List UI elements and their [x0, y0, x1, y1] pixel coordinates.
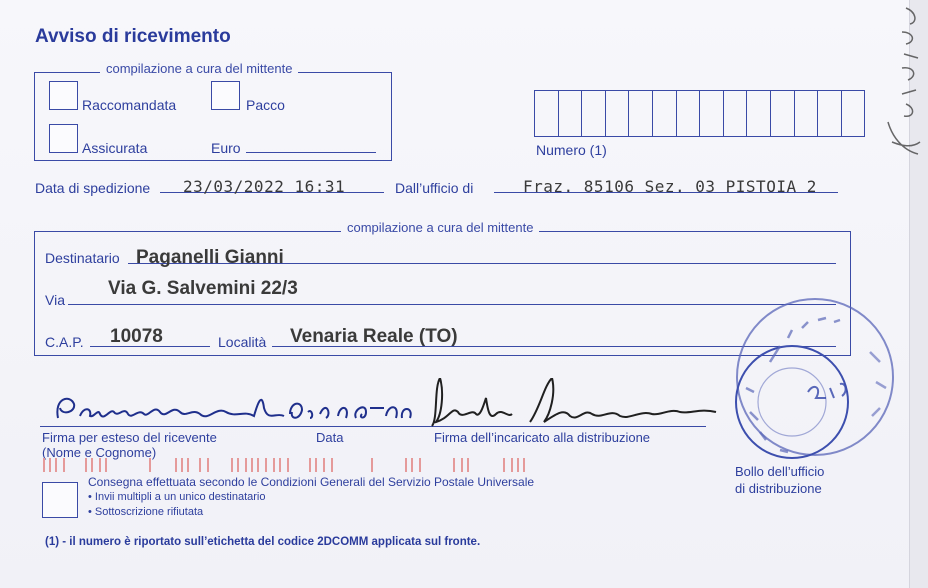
delivery-line-1: Consegna effettuata secondo le Condizioni Generali del Servizio Postale Universale: [88, 475, 535, 489]
pacco-label: Pacco: [246, 97, 285, 113]
delivery-bullet-2: • Sottoscrizione rifiutata: [88, 506, 204, 518]
recipient-section-legend: compilazione a cura del mittente: [341, 220, 539, 235]
data-label: Data: [316, 430, 344, 445]
shipping-date-label: Data di spedizione: [35, 180, 151, 196]
via-line: [68, 304, 836, 305]
localita-label: Località: [218, 334, 267, 350]
localita-value: Venaria Reale (TO): [290, 326, 458, 347]
red-print-marks: [42, 458, 532, 472]
delivery-checkbox[interactable]: [42, 482, 78, 518]
number-label: Numero (1): [536, 142, 607, 158]
via-value: Via G. Salvemini 22/3: [108, 278, 298, 299]
form-title: Avviso di ricevimento: [35, 26, 231, 47]
bollo-label-1: Bollo dell’ufficio: [735, 464, 825, 479]
raccomandata-checkbox[interactable]: [49, 81, 78, 110]
destinatario-value: Paganelli Gianni: [136, 247, 284, 268]
shipping-date-value: 23/03/2022 16:31: [183, 177, 346, 196]
handwritten-signatures: [40, 378, 720, 438]
edge-handwriting: [862, 2, 924, 162]
number-cells: [534, 90, 865, 137]
euro-amount-line[interactable]: [246, 152, 376, 153]
firma-label-1: Firma per esteso del ricevente: [42, 430, 217, 445]
delivery-bullet-1: • Invii multipli a un unico destinatario: [88, 491, 266, 503]
office-value: Fraz. 85106 Sez. 03 PISTOIA 2: [523, 177, 817, 196]
assicurata-checkbox[interactable]: [49, 124, 78, 153]
assicurata-label: Assicurata: [82, 140, 148, 156]
cap-label: C.A.P.: [45, 334, 84, 350]
postmark-stamp: [730, 292, 900, 462]
incaricato-label: Firma dell’incaricato alla distribuzione: [434, 430, 651, 445]
bollo-label-2: di distribuzione: [735, 481, 822, 496]
office-label: Dall’ufficio di: [395, 180, 474, 196]
pacco-checkbox[interactable]: [211, 81, 240, 110]
sender-section-legend: compilazione a cura del mittente: [100, 61, 298, 76]
firma-label-2: (Nome e Cognome): [42, 445, 157, 460]
footnote: (1) - il numero è riportato sull’etichetta del codice 2DCOMM applicata sul fronte.: [45, 536, 481, 548]
cap-value: 10078: [110, 326, 163, 347]
destinatario-label: Destinatario: [45, 250, 120, 266]
raccomandata-label: Raccomandata: [82, 97, 177, 113]
via-label: Via: [45, 292, 65, 308]
euro-label: Euro: [211, 140, 241, 156]
